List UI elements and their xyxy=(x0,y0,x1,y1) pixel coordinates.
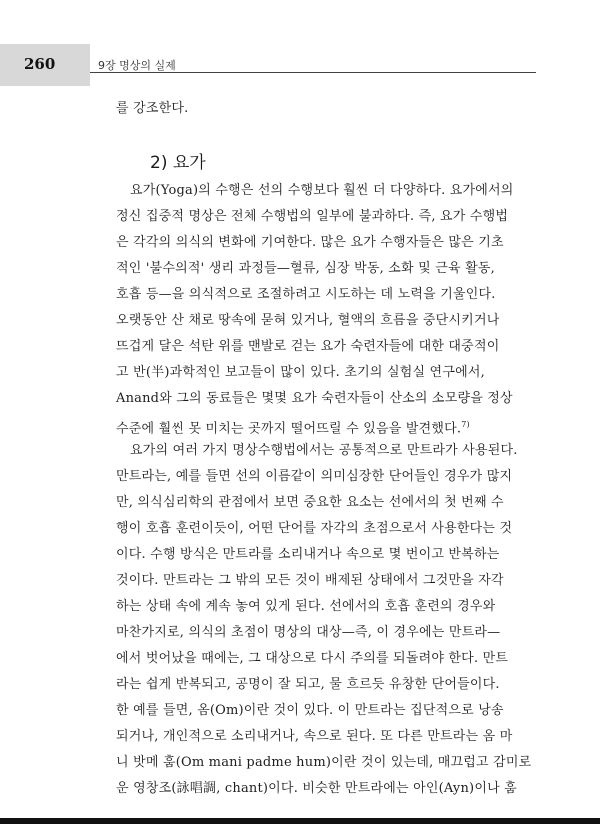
text-line: 것이다. 만트라는 그 밖의 모든 것이 배제된 상태에서 그것만을 자각 xyxy=(116,573,504,588)
text-line: 오랫동안 산 채로 땅속에 묻혀 있거나, 혈액의 흐름을 중단시키거나 xyxy=(116,313,500,328)
text-line: 니 밧메 훔(Om mani padme hum)이란 것이 있는데, 매끄럽고 감미로 xyxy=(116,755,532,770)
section-heading: 2) 요가 xyxy=(150,153,206,173)
text-line: 요가의 여러 가지 명상수행법에서는 공통적으로 만트라가 사용된다. xyxy=(130,443,518,458)
text-line: 고 반(半)과학적인 보고들이 많이 있다. 초기의 실험실 연구에서, xyxy=(116,365,485,380)
running-header-chapter: 9장 명상의 실제 xyxy=(98,59,176,72)
text-line: 되거나, 개인적으로 소리내거나, 속으로 된다. 또 다른 만트라는 옴 마 xyxy=(116,729,513,744)
text-line-body: 수준에 훨씬 못 미치는 곳까지 떨어뜨릴 수 있음을 발견했다. xyxy=(116,421,462,437)
text-line: 호흡 등—을 의식적으로 조절하려고 시도하는 데 노력을 기울인다. xyxy=(116,287,496,302)
text-line: 요가(Yoga)의 수행은 선의 수행보다 훨씬 더 다양하다. 요가에서의 xyxy=(130,183,514,198)
text-line: 하는 상태 속에 계속 놓여 있게 된다. 선에서의 호흡 훈련의 경우와 xyxy=(116,599,496,614)
text-line: 만트라는, 예를 들면 선의 이름같이 의미심장한 단어들인 경우가 많지 xyxy=(116,469,513,484)
text-line: 뜨겁게 달은 석탄 위를 맨발로 걷는 요가 숙련자들에 대한 대중적이 xyxy=(116,339,500,354)
text-line: 운 영창조(詠唱調, chant)이다. 비슷한 만트라에는 아인(Ayn)이나 훔 xyxy=(116,781,517,796)
bottom-edge-bar xyxy=(0,818,600,824)
text-line: 라는 쉽게 반복되고, 공명이 잘 되고, 물 흐르듯 유창한 단어들이다. xyxy=(116,677,500,692)
text-line: 한 예를 들면, 옴(Om)이란 것이 있다. 이 만트라는 집단적으로 낭송 xyxy=(116,703,504,718)
text-line: 정신 집중적 명상은 전체 수행법의 일부에 불과하다. 즉, 요가 수행법 xyxy=(116,209,509,224)
text-line-last xyxy=(116,416,533,438)
text-line: 은 각각의 의식의 변화에 기여한다. 많은 요가 수행자들은 많은 기초 xyxy=(116,235,504,250)
text-line: 마찬가지로, 의식의 초점이 명상의 대상—즉, 이 경우에는 만트라— xyxy=(116,625,501,640)
footnote-reference: 7) xyxy=(461,420,470,429)
header-rule xyxy=(90,72,536,73)
text-line: 에서 벗어났을 때에는, 그 대상으로 다시 주의를 되돌려야 한다. 만트 xyxy=(116,651,509,666)
text-line: 행이 호흡 훈련이듯이, 어떤 단어를 자각의 초점으로서 사용한다는 것 xyxy=(116,521,513,536)
text-line: Anand와 그의 동료들은 몇몇 요가 숙련자들이 산소의 소모량을 정상 xyxy=(116,391,513,406)
text-line: 적인 '불수의적' 생리 과정들—혈류, 심장 박동, 소화 및 근육 활동, xyxy=(116,261,495,276)
page-number: 260 xyxy=(24,55,56,73)
carryover-text: 를 강조한다. xyxy=(116,101,189,116)
text-line: 이다. 수행 방식은 만트라를 소리내거나 속으로 몇 번이고 반복하는 xyxy=(116,547,500,562)
text-line: 만, 의식심리학의 관점에서 보면 중요한 요소는 선에서의 첫 번째 수 xyxy=(116,495,504,510)
